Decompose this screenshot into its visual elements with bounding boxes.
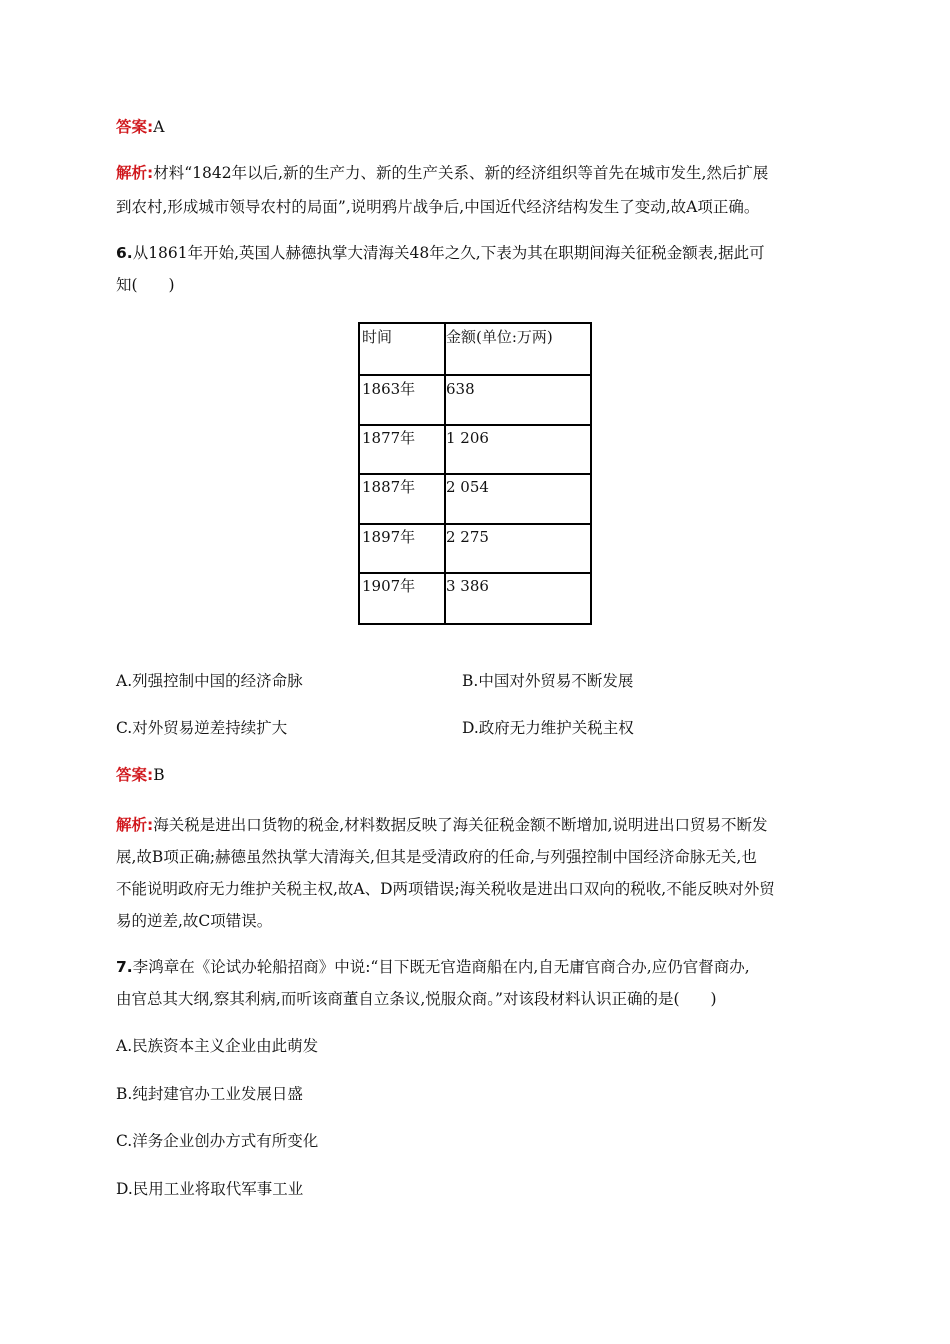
q6-analysis-line-3: 不能说明政府无力维护关税主权,故A、D两项错误;海关税收是进出口双向的税收,不能反映对外贸 [116, 880, 775, 898]
q5-answer [116, 116, 836, 138]
q5-analysis-line-2: 到农村,形成城市领导农村的局面”,说明鸦片战争后,中国近代经济结构发生了变动,故A项正确。 [116, 198, 760, 216]
q6-analysis-line-1 [116, 814, 836, 836]
table-divider [360, 424, 590, 426]
table-divider [360, 572, 590, 574]
table-cell-amount: 2 275 [446, 528, 489, 546]
option-a[interactable]: A.列强控制中国的经济命脉 [116, 672, 303, 690]
table-header-time: 时间 [362, 328, 393, 346]
option-c[interactable]: C.对外贸易逆差持续扩大 [116, 719, 288, 737]
q6-stem-line-1 [116, 242, 836, 264]
table-header-amount: 金额(单位:万两) [446, 328, 553, 346]
q7-option-a[interactable]: A.民族资本主义企业由此萌发 [116, 1037, 319, 1055]
q6-stem-line-2: 知( ) [116, 276, 175, 294]
table-cell-year: 1907年 [362, 577, 416, 595]
analysis-label: 解析: [116, 816, 154, 834]
q7-stem-line-2: 由官总其大纲,察其利病,而听该商董自立条议,悦服众商。”对该段材料认识正确的是( ) [116, 990, 717, 1008]
q6-options-row-2 [116, 717, 836, 739]
q7-option-c[interactable]: C.洋务企业创办方式有所变化 [116, 1132, 319, 1150]
question-number: 6. [116, 244, 133, 262]
analysis-text: 材料“1842年以后,新的生产力、新的生产关系、新的经济组织等首先在城市发生,然后扩展 [153, 164, 769, 182]
question-number: 7. [116, 958, 133, 976]
option-b[interactable]: B.中国对外贸易不断发展 [462, 672, 634, 690]
table-cell-amount: 1 206 [446, 429, 489, 447]
q7-option-d[interactable]: D.民用工业将取代军事工业 [116, 1180, 304, 1198]
table-cell-amount: 638 [446, 380, 475, 398]
table-cell-amount: 2 054 [446, 478, 489, 496]
tax-table [358, 322, 592, 625]
table-cell-year: 1863年 [362, 380, 416, 398]
table-divider [360, 523, 590, 525]
q6-options-row-1 [116, 670, 836, 692]
table-cell-year: 1877年 [362, 429, 416, 447]
q6-analysis-line-2: 展,故B项正确;赫德虽然执掌大清海关,但其是受清政府的任命,与列强控制中国经济命脉无关,也 [116, 848, 757, 866]
table-cell-amount: 3 386 [446, 577, 489, 595]
q5-analysis-line-1 [116, 162, 836, 184]
q6-answer [116, 764, 836, 786]
table-divider [360, 374, 590, 376]
answer-label: 答案: [116, 118, 154, 136]
q7-stem-line-1 [116, 956, 836, 978]
answer-label: 答案: [116, 766, 154, 784]
analysis-label: 解析: [116, 164, 154, 182]
table-cell-year: 1897年 [362, 528, 416, 546]
q7-option-b[interactable]: B.纯封建官办工业发展日盛 [116, 1085, 303, 1103]
answer-value: B [153, 766, 165, 784]
answer-value: A [153, 118, 165, 136]
table-cell-year: 1887年 [362, 478, 416, 496]
q6-analysis-line-4: 易的逆差,故C项错误。 [116, 912, 273, 930]
analysis-text: 海关税是进出口货物的税金,材料数据反映了海关征税金额不断增加,说明进出口贸易不断发 [153, 816, 768, 834]
question-stem: 李鸿章在《论试办轮船招商》中说:“目下既无官造商船在内,自无庸官商合办,应仍官督商办, [132, 958, 750, 976]
question-stem: 从1861年开始,英国人赫德执掌大清海关48年之久,下表为其在职期间海关征税金额表,据此可 [132, 244, 765, 262]
table-divider [360, 473, 590, 475]
option-d[interactable]: D.政府无力维护关税主权 [462, 719, 634, 737]
